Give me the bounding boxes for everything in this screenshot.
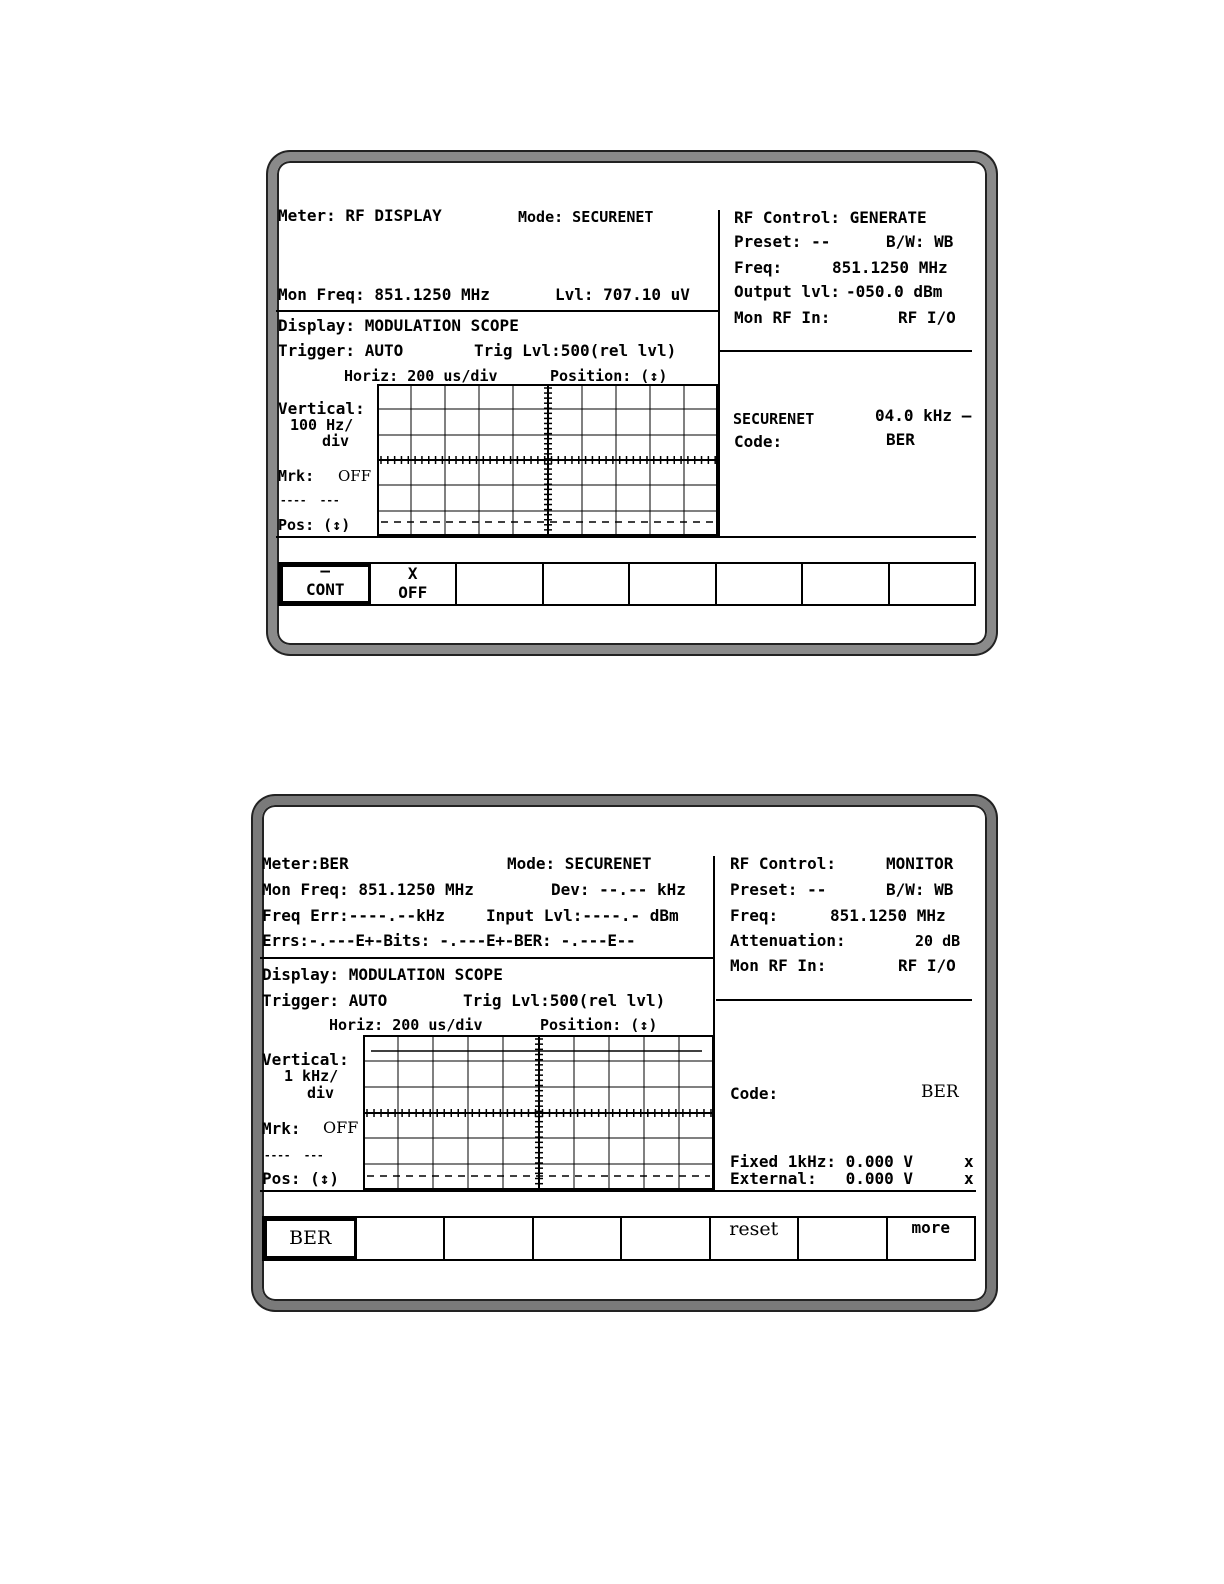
marker-label: Mrk:	[278, 467, 315, 485]
securenet-value: 04.0 kHz –	[875, 406, 972, 425]
mode-label: Mode: SECURENET	[507, 854, 652, 873]
softkey-2[interactable]	[357, 1218, 446, 1259]
softkey-label: BER	[289, 1226, 332, 1249]
softkey-row	[262, 1216, 976, 1261]
rf-control: RF Control: GENERATE	[734, 208, 927, 227]
panel-divider	[713, 856, 715, 1190]
mode-label: Mode: SECURENET	[518, 208, 654, 226]
softkey-3[interactable]	[445, 1218, 534, 1259]
code-label: Code:	[730, 1084, 779, 1103]
softkey-8[interactable]	[890, 564, 975, 604]
mon-freq: Mon Freq: 851.1250 MHz	[278, 285, 490, 304]
position-label: Position: (↕)	[550, 367, 668, 385]
pos-label: Pos: (↕)	[262, 1169, 340, 1188]
output-level-label: Output lvl:	[734, 282, 840, 301]
output-level-value: -050.0 dBm	[846, 282, 943, 301]
display-label: Display: MODULATION SCOPE	[262, 965, 503, 984]
mon-rf-in-value: RF I/O	[898, 956, 956, 975]
softkey-ber[interactable]	[264, 1218, 357, 1259]
divider	[716, 999, 972, 1001]
input-level: Input Lvl:----.- dBm	[486, 906, 679, 925]
attenuation-label: Attenuation:	[730, 931, 846, 950]
softkey-7[interactable]	[803, 564, 890, 604]
softkey-7[interactable]	[799, 1218, 888, 1259]
preset: Preset: --	[734, 232, 831, 251]
display-label: Display: MODULATION SCOPE	[278, 316, 519, 335]
freq-value: 851.1250 MHz	[832, 258, 948, 277]
softkey-5[interactable]	[622, 1218, 711, 1259]
level-readout: Lvl: 707.10 uV	[555, 285, 690, 304]
softkey-label: OFF	[398, 583, 428, 602]
error-counts: Errs:-.---E+-Bits: -.---E+-BER: -.---E--	[262, 931, 636, 950]
freq-error: Freq Err:----.--kHz	[262, 906, 446, 925]
divider	[276, 536, 976, 538]
external-x: x	[964, 1169, 974, 1188]
horiz-scale: Horiz: 200 us/div	[344, 367, 498, 385]
softkey-label: CONT	[305, 580, 345, 599]
marker-value: OFF	[338, 467, 372, 485]
scope-graticule	[377, 384, 718, 536]
position-label: Position: (↕)	[540, 1016, 658, 1034]
mon-freq: Mon Freq: 851.1250 MHz	[262, 880, 474, 899]
pos-label: Pos: (↕)	[278, 516, 351, 534]
rf-control-value: MONITOR	[886, 854, 954, 873]
marker-label: Mrk:	[262, 1119, 301, 1138]
softkey-6[interactable]	[717, 564, 804, 604]
softkey-5[interactable]	[630, 564, 717, 604]
softkey-off[interactable]	[371, 564, 458, 604]
softkey-more[interactable]	[888, 1218, 975, 1259]
marker-readout: ---- ---	[264, 1149, 324, 1162]
trig-level: Trig Lvl:500(rel lvl)	[463, 991, 666, 1010]
softkey-label: reset	[729, 1218, 779, 1240]
preset: Preset: --	[730, 880, 827, 899]
marker-value: OFF	[323, 1118, 359, 1137]
horiz-scale: Horiz: 200 us/div	[329, 1016, 483, 1034]
external: External: 0.000 V	[730, 1169, 914, 1188]
vertical-value: 100 Hz/	[290, 416, 354, 434]
securenet-label: SECURENET	[733, 410, 815, 428]
softkey-top: X	[407, 564, 418, 583]
freq-value: 851.1250 MHz	[830, 906, 946, 925]
mon-rf-in-label: Mon RF In:	[734, 308, 831, 327]
code-value: BER	[886, 430, 915, 449]
vertical-label: Vertical:	[278, 399, 365, 418]
vertical-unit: div	[307, 1084, 335, 1102]
deviation: Dev: --.-- kHz	[551, 880, 686, 899]
panel-divider	[718, 210, 720, 536]
trig-level: Trig Lvl:500(rel lvl)	[474, 341, 677, 360]
softkey-top: —	[320, 561, 331, 580]
meter-label: Meter: RF DISPLAY	[278, 206, 442, 225]
trigger-label: Trigger: AUTO	[278, 341, 404, 360]
scope-graticule	[363, 1035, 714, 1190]
softkey-label: more	[911, 1218, 951, 1237]
freq-label: Freq:	[734, 258, 783, 277]
divider	[260, 1190, 976, 1192]
freq-label: Freq:	[730, 906, 779, 925]
divider	[276, 310, 720, 312]
divider	[720, 350, 972, 352]
vertical-value: 1 kHz/	[284, 1067, 339, 1085]
code-label: Code:	[734, 432, 783, 451]
softkey-row	[278, 562, 976, 606]
bandwidth: B/W: WB	[886, 232, 954, 251]
rf-control-label: RF Control:	[730, 854, 836, 873]
trigger-label: Trigger: AUTO	[262, 991, 388, 1010]
attenuation-value: 20 dB	[915, 932, 961, 950]
mon-rf-in-value: RF I/O	[898, 308, 956, 327]
mon-rf-in-label: Mon RF In:	[730, 956, 827, 975]
vertical-label: Vertical:	[262, 1050, 349, 1069]
bandwidth: B/W: WB	[886, 880, 954, 899]
softkey-cont[interactable]	[280, 561, 371, 604]
meter-label: Meter:BER	[262, 854, 349, 873]
fixed-1khz-x: x	[964, 1152, 974, 1171]
vertical-unit: div	[322, 432, 350, 450]
softkey-4[interactable]	[544, 564, 631, 604]
fixed-1khz: Fixed 1kHz: 0.000 V	[730, 1152, 914, 1171]
marker-readout: ---- ---	[280, 494, 340, 507]
softkey-reset[interactable]	[711, 1218, 800, 1259]
code-value: BER	[921, 1082, 959, 1102]
softkey-3[interactable]	[457, 564, 544, 604]
softkey-4[interactable]	[534, 1218, 623, 1259]
divider	[260, 957, 714, 959]
